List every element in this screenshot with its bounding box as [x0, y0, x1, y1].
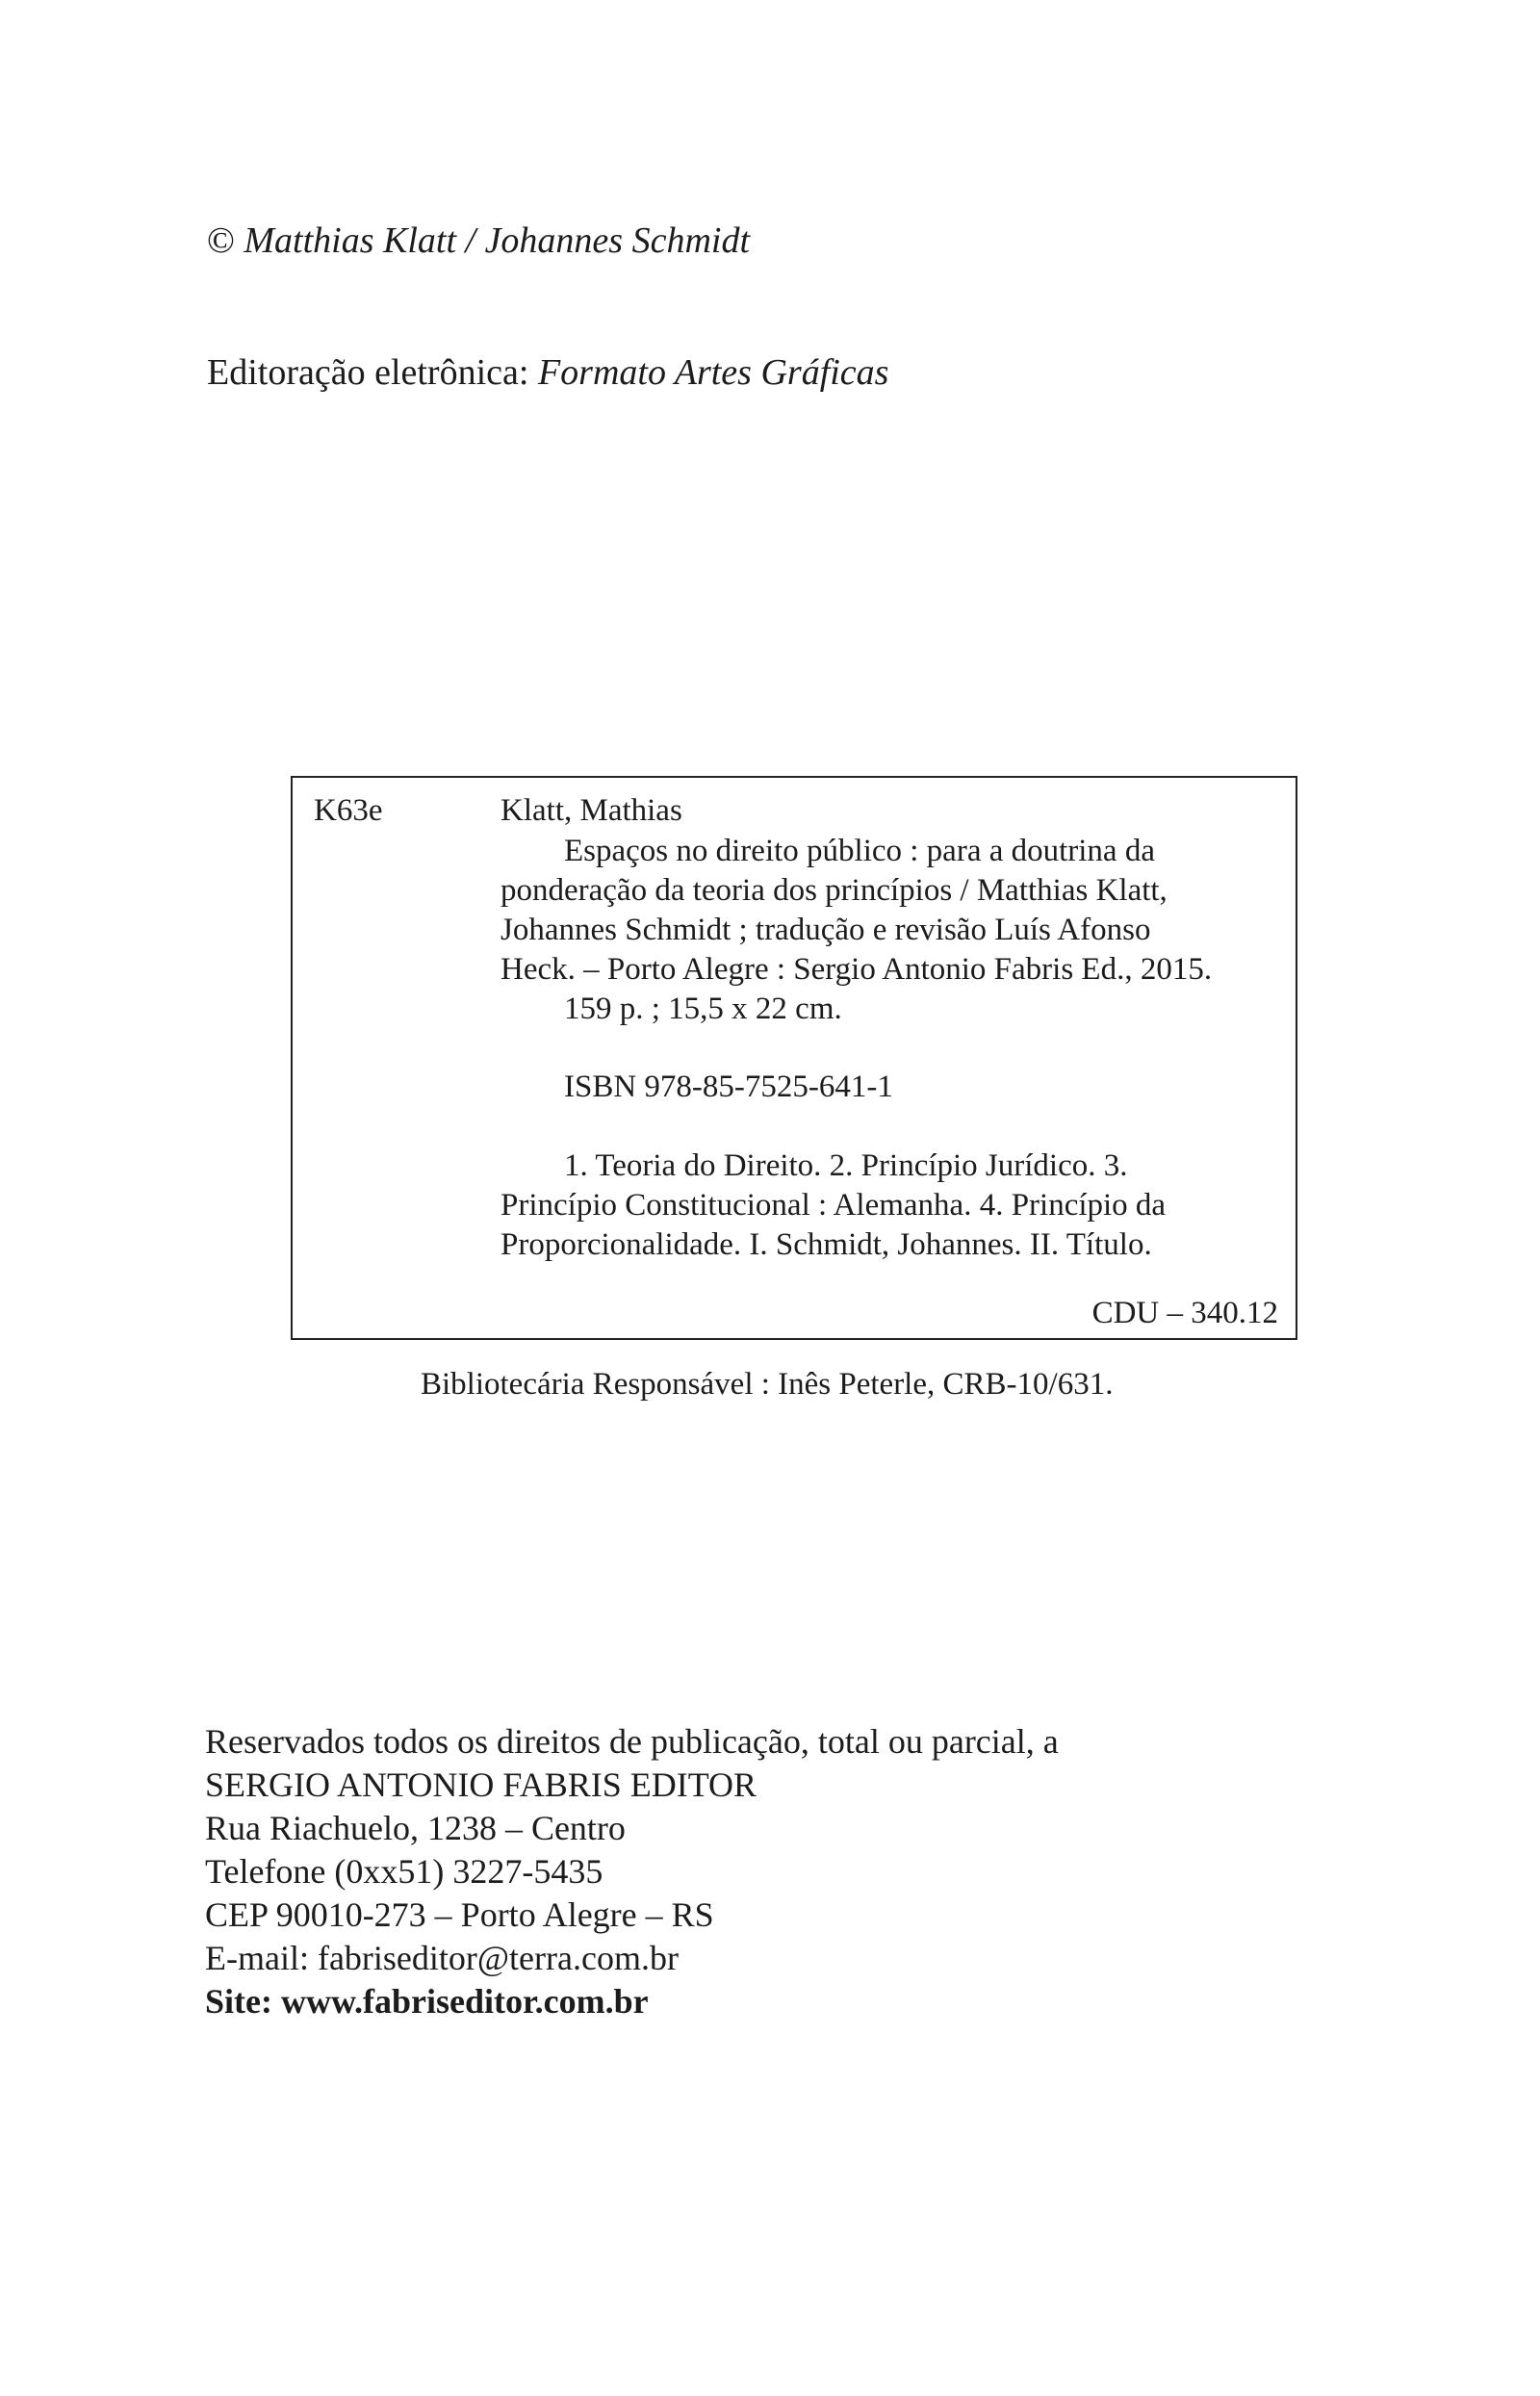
catalog-description-line-1: Espaços no direito público : para a doutrina da	[564, 834, 1155, 868]
copyright-authors: Matthias Klatt / Johannes Schmidt	[244, 220, 751, 261]
editoracao-line	[207, 351, 888, 394]
catalog-author: Klatt, Mathias	[500, 793, 682, 828]
librarian-credit: Bibliotecária Responsável : Inês Peterle, CRB-10/631.	[421, 1367, 1114, 1402]
catalog-card	[291, 776, 1297, 1340]
rights-statement: Reservados todos os direitos de publicação, total ou parcial, a	[205, 1722, 1059, 1761]
publisher-site: Site: www.fabriseditor.com.br	[205, 1982, 649, 2021]
catalog-subjects-line-1: 1. Teoria do Direito. 2. Princípio Jurídico. 3.	[564, 1148, 1128, 1183]
catalog-description-line-4: Heck. – Porto Alegre : Sergio Antonio Fabris Ed., 2015.	[500, 952, 1213, 987]
catalog-description-line-2: ponderação da teoria dos princípios / Matthias Klatt,	[500, 873, 1168, 908]
call-number: K63e	[314, 793, 383, 828]
publisher-email: E-mail: fabriseditor@terra.com.br	[205, 1939, 679, 1977]
catalog-subjects-line-3: Proporcionalidade. I. Schmidt, Johannes. II. Título.	[500, 1227, 1152, 1262]
copyright-line	[207, 219, 750, 262]
catalog-cdu: CDU – 340.12	[1091, 1296, 1278, 1330]
copyright-symbol: ©	[207, 220, 235, 261]
catalog-physical: 159 p. ; 15,5 x 22 cm.	[564, 992, 842, 1026]
publisher-cep: CEP 90010-273 – Porto Alegre – RS	[205, 1895, 714, 1934]
publisher-address: Rua Riachuelo, 1238 – Centro	[205, 1809, 626, 1847]
publisher-phone: Telefone (0xx51) 3227-5435	[205, 1852, 603, 1891]
publisher-info	[205, 1720, 1059, 2023]
catalog-description-line-3: Johannes Schmidt ; tradução e revisão Luís Afonso	[500, 913, 1151, 947]
editoracao-studio: Formato Artes Gráficas	[537, 352, 889, 393]
publisher-name: SERGIO ANTONIO FABRIS EDITOR	[205, 1765, 757, 1804]
catalog-isbn: ISBN 978-85-7525-641-1	[564, 1069, 893, 1104]
catalog-subjects-line-2: Princípio Constitucional : Alemanha. 4. Princípio da	[500, 1188, 1167, 1223]
editoracao-label: Editoração eletrônica:	[207, 352, 529, 393]
